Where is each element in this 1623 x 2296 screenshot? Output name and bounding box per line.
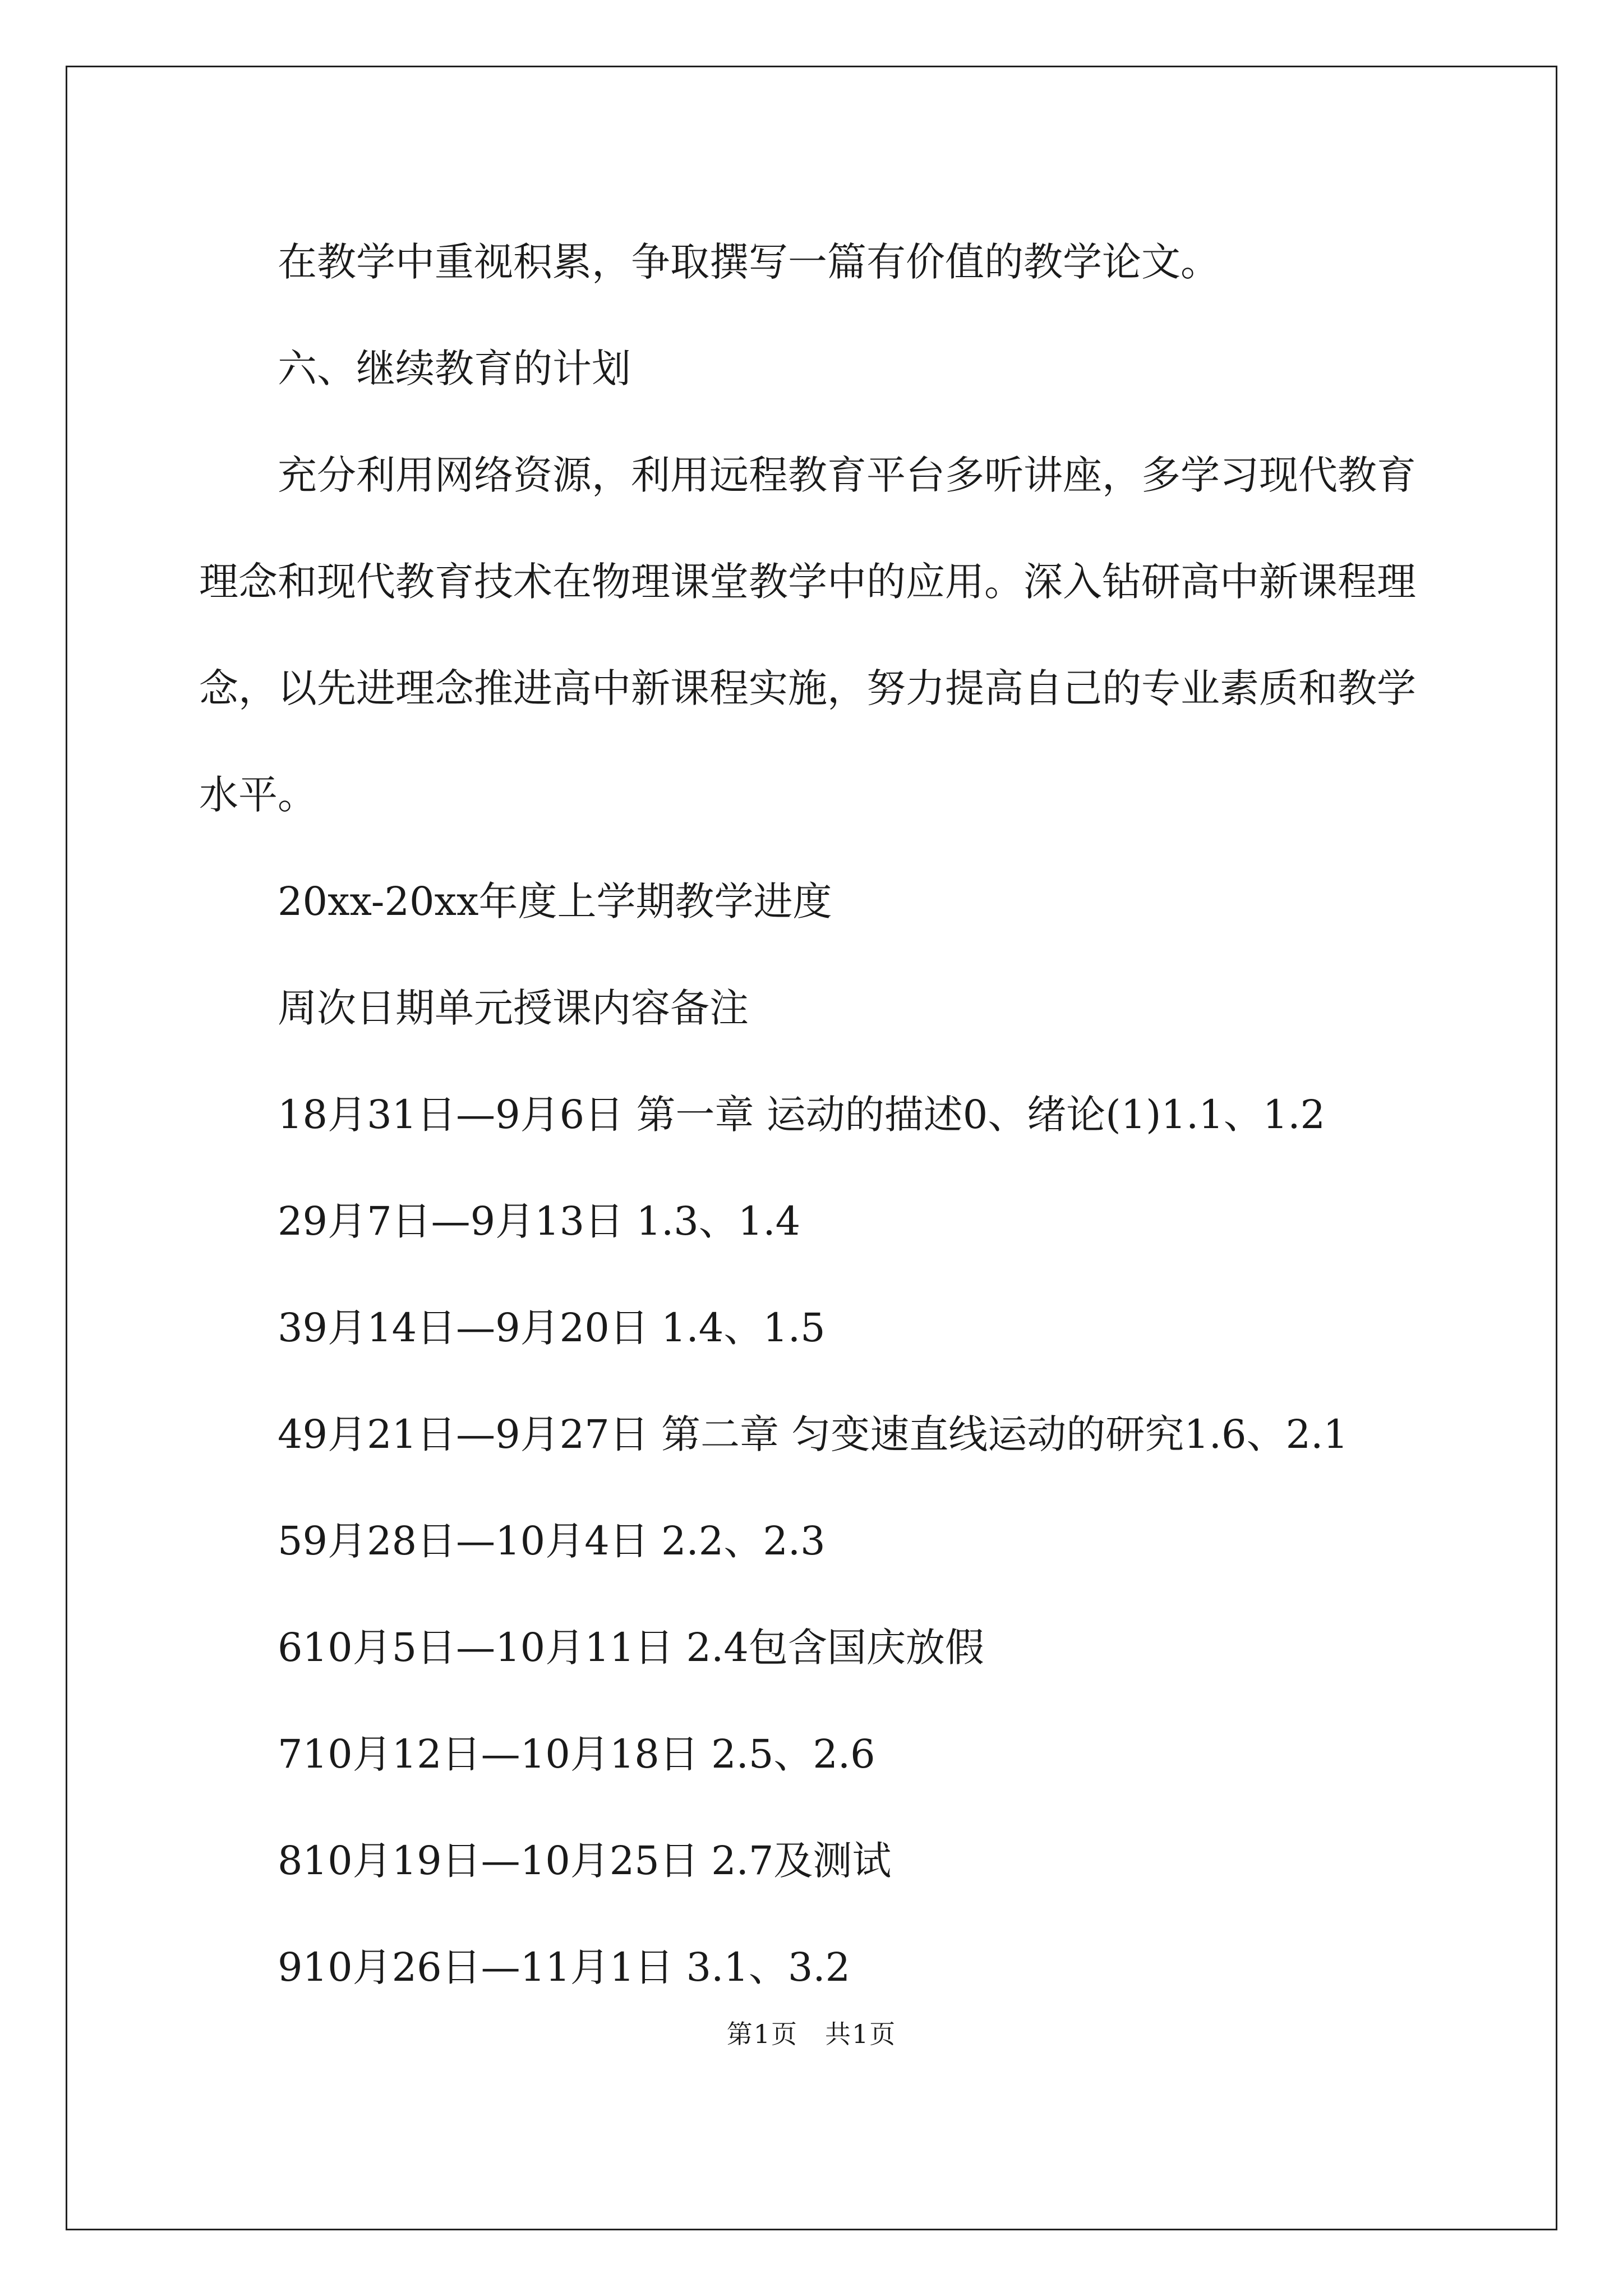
schedule-title: 20xx-20xx年度上学期教学进度	[278, 878, 832, 924]
schedule-row: 39月14日—9月20日 1.4、1.5	[278, 1305, 826, 1351]
schedule-row: 18月31日—9月6日 第一章 运动的描述0、绪论(1)1.1、1.2	[278, 1092, 1326, 1138]
document-body	[199, 209, 1430, 2021]
page-footer: 第1页 共1页	[726, 2019, 897, 2049]
schedule-row: 910月26日—11月1日 3.1、3.2	[278, 1944, 851, 1990]
schedule-row: 810月19日—10月25日 2.7及测试	[278, 1838, 892, 1884]
paragraph: 充分利用网络资源，利用远程教育平台多听讲座，多学习现代教育理念和现代教育技术在物理课堂教学中的应用。深入钻研高中新课程理念，以先进理念推进高中新课程实施，努力提高自己的专业素质和教学水平。	[199, 452, 1416, 818]
schedule-header: 周次日期单元授课内容备注	[278, 985, 749, 1031]
schedule-row: 59月28日—10月4日 2.2、2.3	[278, 1518, 826, 1564]
schedule-row: 29月7日—9月13日 1.3、1.4	[278, 1198, 801, 1244]
schedule-row: 610月5日—10月11日 2.4包含国庆放假	[278, 1625, 984, 1671]
schedule-row: 49月21日—9月27日 第二章 匀变速直线运动的研究1.6、2.1	[278, 1411, 1348, 1457]
schedule-row: 710月12日—10月18日 2.5、2.6	[278, 1731, 875, 1777]
section-heading: 六、继续教育的计划	[278, 346, 631, 392]
paragraph: 在教学中重视积累，争取撰写一篇有价值的教学论文。	[278, 239, 1220, 285]
